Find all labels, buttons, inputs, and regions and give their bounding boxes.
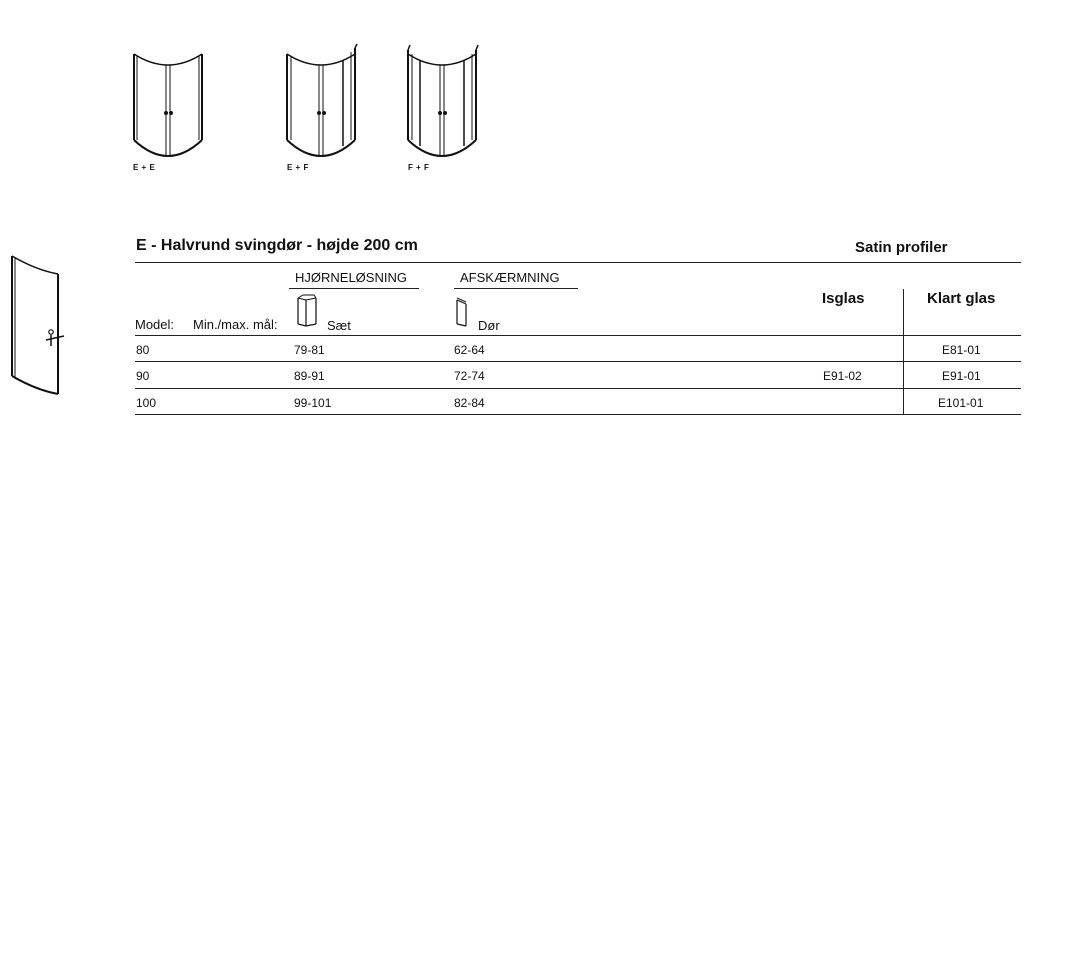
shower-enclosure-e-e-icon	[128, 48, 212, 164]
cell-minmax: 79-81	[294, 343, 325, 357]
group-corner-rule	[289, 288, 419, 289]
corner-set-icon	[294, 292, 320, 328]
diagram-caption: E + F	[287, 163, 309, 172]
cell-klart-glas: E81-01	[942, 343, 981, 357]
shower-enclosure-f-f-icon	[402, 42, 486, 164]
cell-model: 80	[136, 343, 150, 357]
diagram-caption: F + F	[408, 163, 430, 172]
cell-klart-glas: E101-01	[938, 396, 984, 410]
set-icon-wrap	[294, 292, 320, 328]
diagram-f-f	[402, 42, 486, 164]
cell-door: 82-84	[454, 396, 485, 410]
finish-label: Satin profiler	[855, 239, 948, 256]
diagram-e-e	[128, 48, 212, 164]
group-screen-rule	[454, 288, 578, 289]
col-header-klart-glas: Klart glas	[927, 290, 996, 307]
shower-enclosure-e-f-icon	[281, 42, 365, 164]
door-icon-wrap	[452, 294, 472, 328]
col-header-door: Dør	[478, 318, 500, 333]
col-header-isglas: Isglas	[822, 290, 865, 307]
cell-minmax: 99-101	[294, 396, 332, 410]
curved-door-icon	[6, 252, 70, 398]
diagram-caption: E + E	[133, 163, 156, 172]
title-rule	[135, 262, 1021, 263]
column-divider	[903, 289, 904, 415]
cell-klart-glas: E91-01	[942, 369, 981, 383]
table-bottom-rule	[135, 414, 1021, 415]
section-title: E - Halvrund svingdør - højde 200 cm	[136, 237, 418, 254]
cell-isglas: E91-02	[823, 369, 862, 383]
col-header-minmax: Min./max. mål:	[193, 317, 278, 332]
cell-model: 100	[136, 396, 157, 410]
diagram-e-f	[281, 42, 365, 164]
group-screen: AFSKÆRMNING	[460, 270, 560, 285]
col-header-set: Sæt	[327, 318, 351, 333]
cell-minmax: 89-91	[294, 369, 325, 383]
col-header-model: Model:	[135, 317, 175, 332]
group-corner-solution: HJØRNELØSNING	[295, 270, 407, 285]
row-rule	[135, 388, 1021, 389]
door-figure	[6, 252, 70, 398]
door-panel-icon	[452, 294, 472, 328]
row-rule	[135, 361, 1021, 362]
cell-door: 72-74	[454, 369, 485, 383]
cell-door: 62-64	[454, 343, 485, 357]
header-rule	[135, 335, 1021, 336]
cell-model: 90	[136, 369, 150, 383]
